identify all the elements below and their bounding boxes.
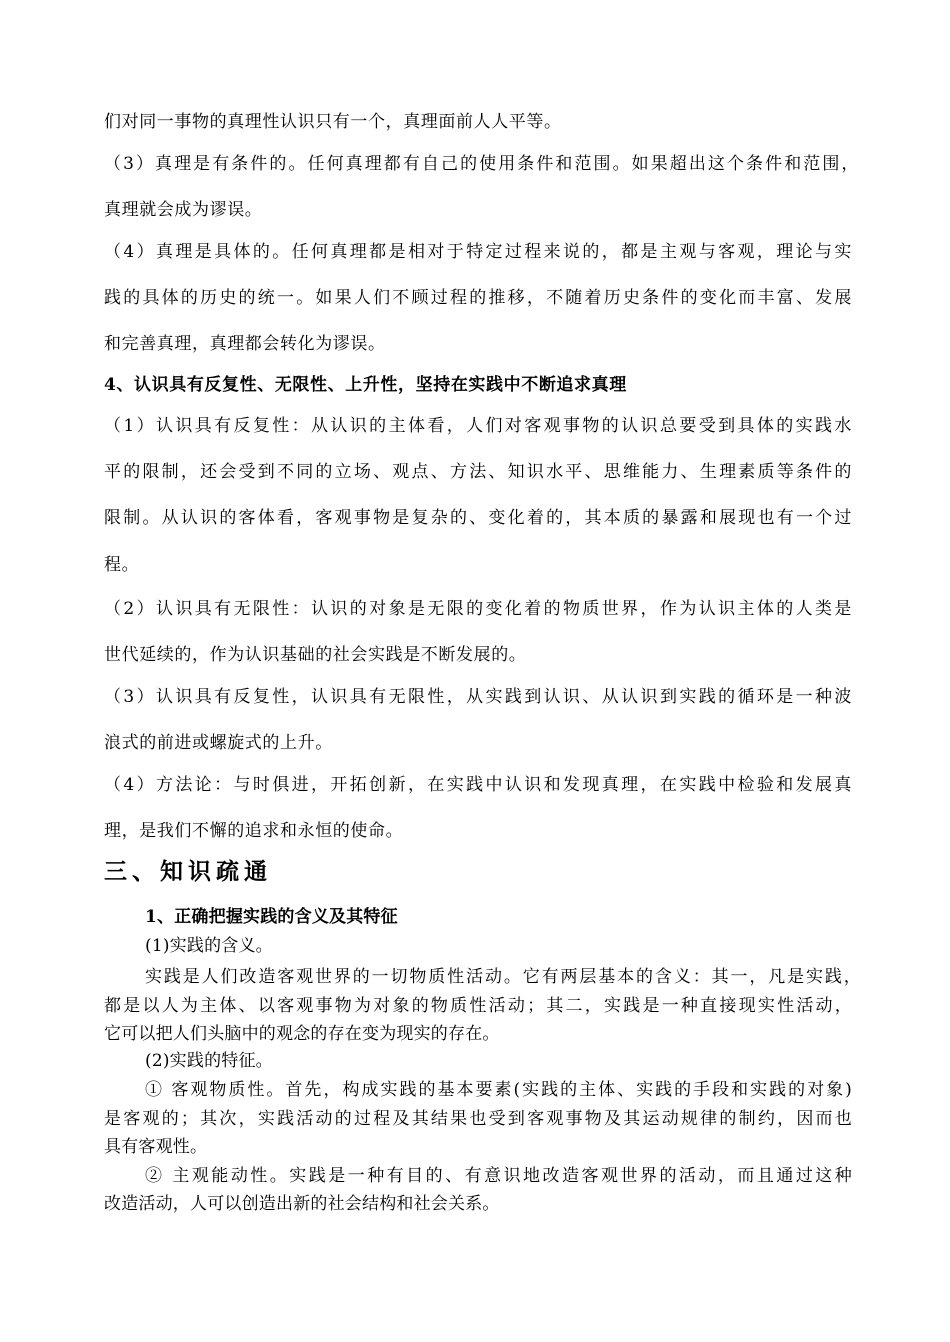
- paragraph-line: ② 主观能动性。实践是一种有目的、有意识地改造客观世界的活动，而且通过这种: [145, 1166, 852, 1186]
- paragraph-line: 真理就会成为谬误。: [104, 200, 263, 220]
- paragraph-line: 限制。从认识的客体看，客观事物是复杂的、变化着的，其本质的暴露和展现也有一个过: [104, 508, 852, 528]
- paragraph-line: 们对同一事物的真理性认识只有一个，真理面前人人平等。: [104, 112, 562, 132]
- paragraph-line: ① 客观物质性。首先，构成实践的基本要素(实践的主体、实践的手段和实践的对象): [145, 1080, 852, 1100]
- paragraph-line: （4）方法论：与时俱进，开拓创新，在实践中认识和发现真理，在实践中检验和发展真: [104, 775, 852, 795]
- paragraph-line: 践的具体的历史的统一。如果人们不顾过程的推移，不随着历史条件的变化而丰富、发展: [104, 288, 852, 308]
- paragraph-line: 浪式的前进或螺旋式的上升。: [104, 733, 333, 753]
- paragraph-line: 程。: [104, 555, 140, 575]
- list-item-label: (2)实践的特征。: [145, 1051, 273, 1071]
- paragraph-line: 它可以把人们头脑中的观念的存在变为现实的存在。: [104, 1024, 500, 1044]
- paragraph-line: 世代延续的，作为认识基础的社会实践是不断发展的。: [104, 645, 527, 665]
- paragraph-line: 都是以人为主体、以客观事物为对象的物质性活动；其二，实践是一种直接现实性活动，: [104, 996, 852, 1016]
- paragraph-line: （1）认识具有反复性：从认识的主体看，人们对客观事物的认识总要受到具体的实践水: [104, 416, 852, 436]
- paragraph-line: （3）真理是有条件的。任何真理都有自己的使用条件和范围。如果超出这个条件和范围，: [104, 154, 859, 174]
- paragraph-line: 理，是我们不懈的追求和永恒的使命。: [104, 821, 404, 841]
- section-heading: 4、认识具有反复性、无限性、上升性，坚持在实践中不断追求真理: [104, 375, 627, 395]
- paragraph-line: （3）认识具有反复性，认识具有无限性，从实践到认识、从认识到实践的循环是一种波: [104, 687, 852, 707]
- paragraph-line: 平的限制，还会受到不同的立场、观点、方法、知识水平、思维能力、生理素质等条件的: [104, 462, 852, 482]
- paragraph-line: （4）真理是具体的。任何真理都是相对于特定过程来说的，都是主观与客观，理论与实: [104, 242, 852, 262]
- paragraph-line: 改造活动，人可以创造出新的社会结构和社会关系。: [104, 1194, 500, 1214]
- paragraph-line: 具有客观性。: [104, 1137, 208, 1157]
- chapter-title: 三、知识疏通: [104, 858, 272, 885]
- paragraph-line: 实践是人们改造客观世界的一切物质性活动。它有两层基本的含义：其一，凡是实践，: [145, 967, 861, 987]
- paragraph-line: 是客观的；其次，实践活动的过程及其结果也受到客观事物及其运动规律的制约，因而也: [104, 1109, 852, 1129]
- paragraph-line: （2）认识具有无限性：认识的对象是无限的变化着的物质世界，作为认识主体的人类是: [104, 599, 852, 619]
- subsection-heading: 1、正确把握实践的含义及其特征: [145, 907, 398, 927]
- paragraph-line: 和完善真理，真理都会转化为谬误。: [104, 334, 386, 354]
- list-item-label: (1)实践的含义。: [145, 936, 273, 956]
